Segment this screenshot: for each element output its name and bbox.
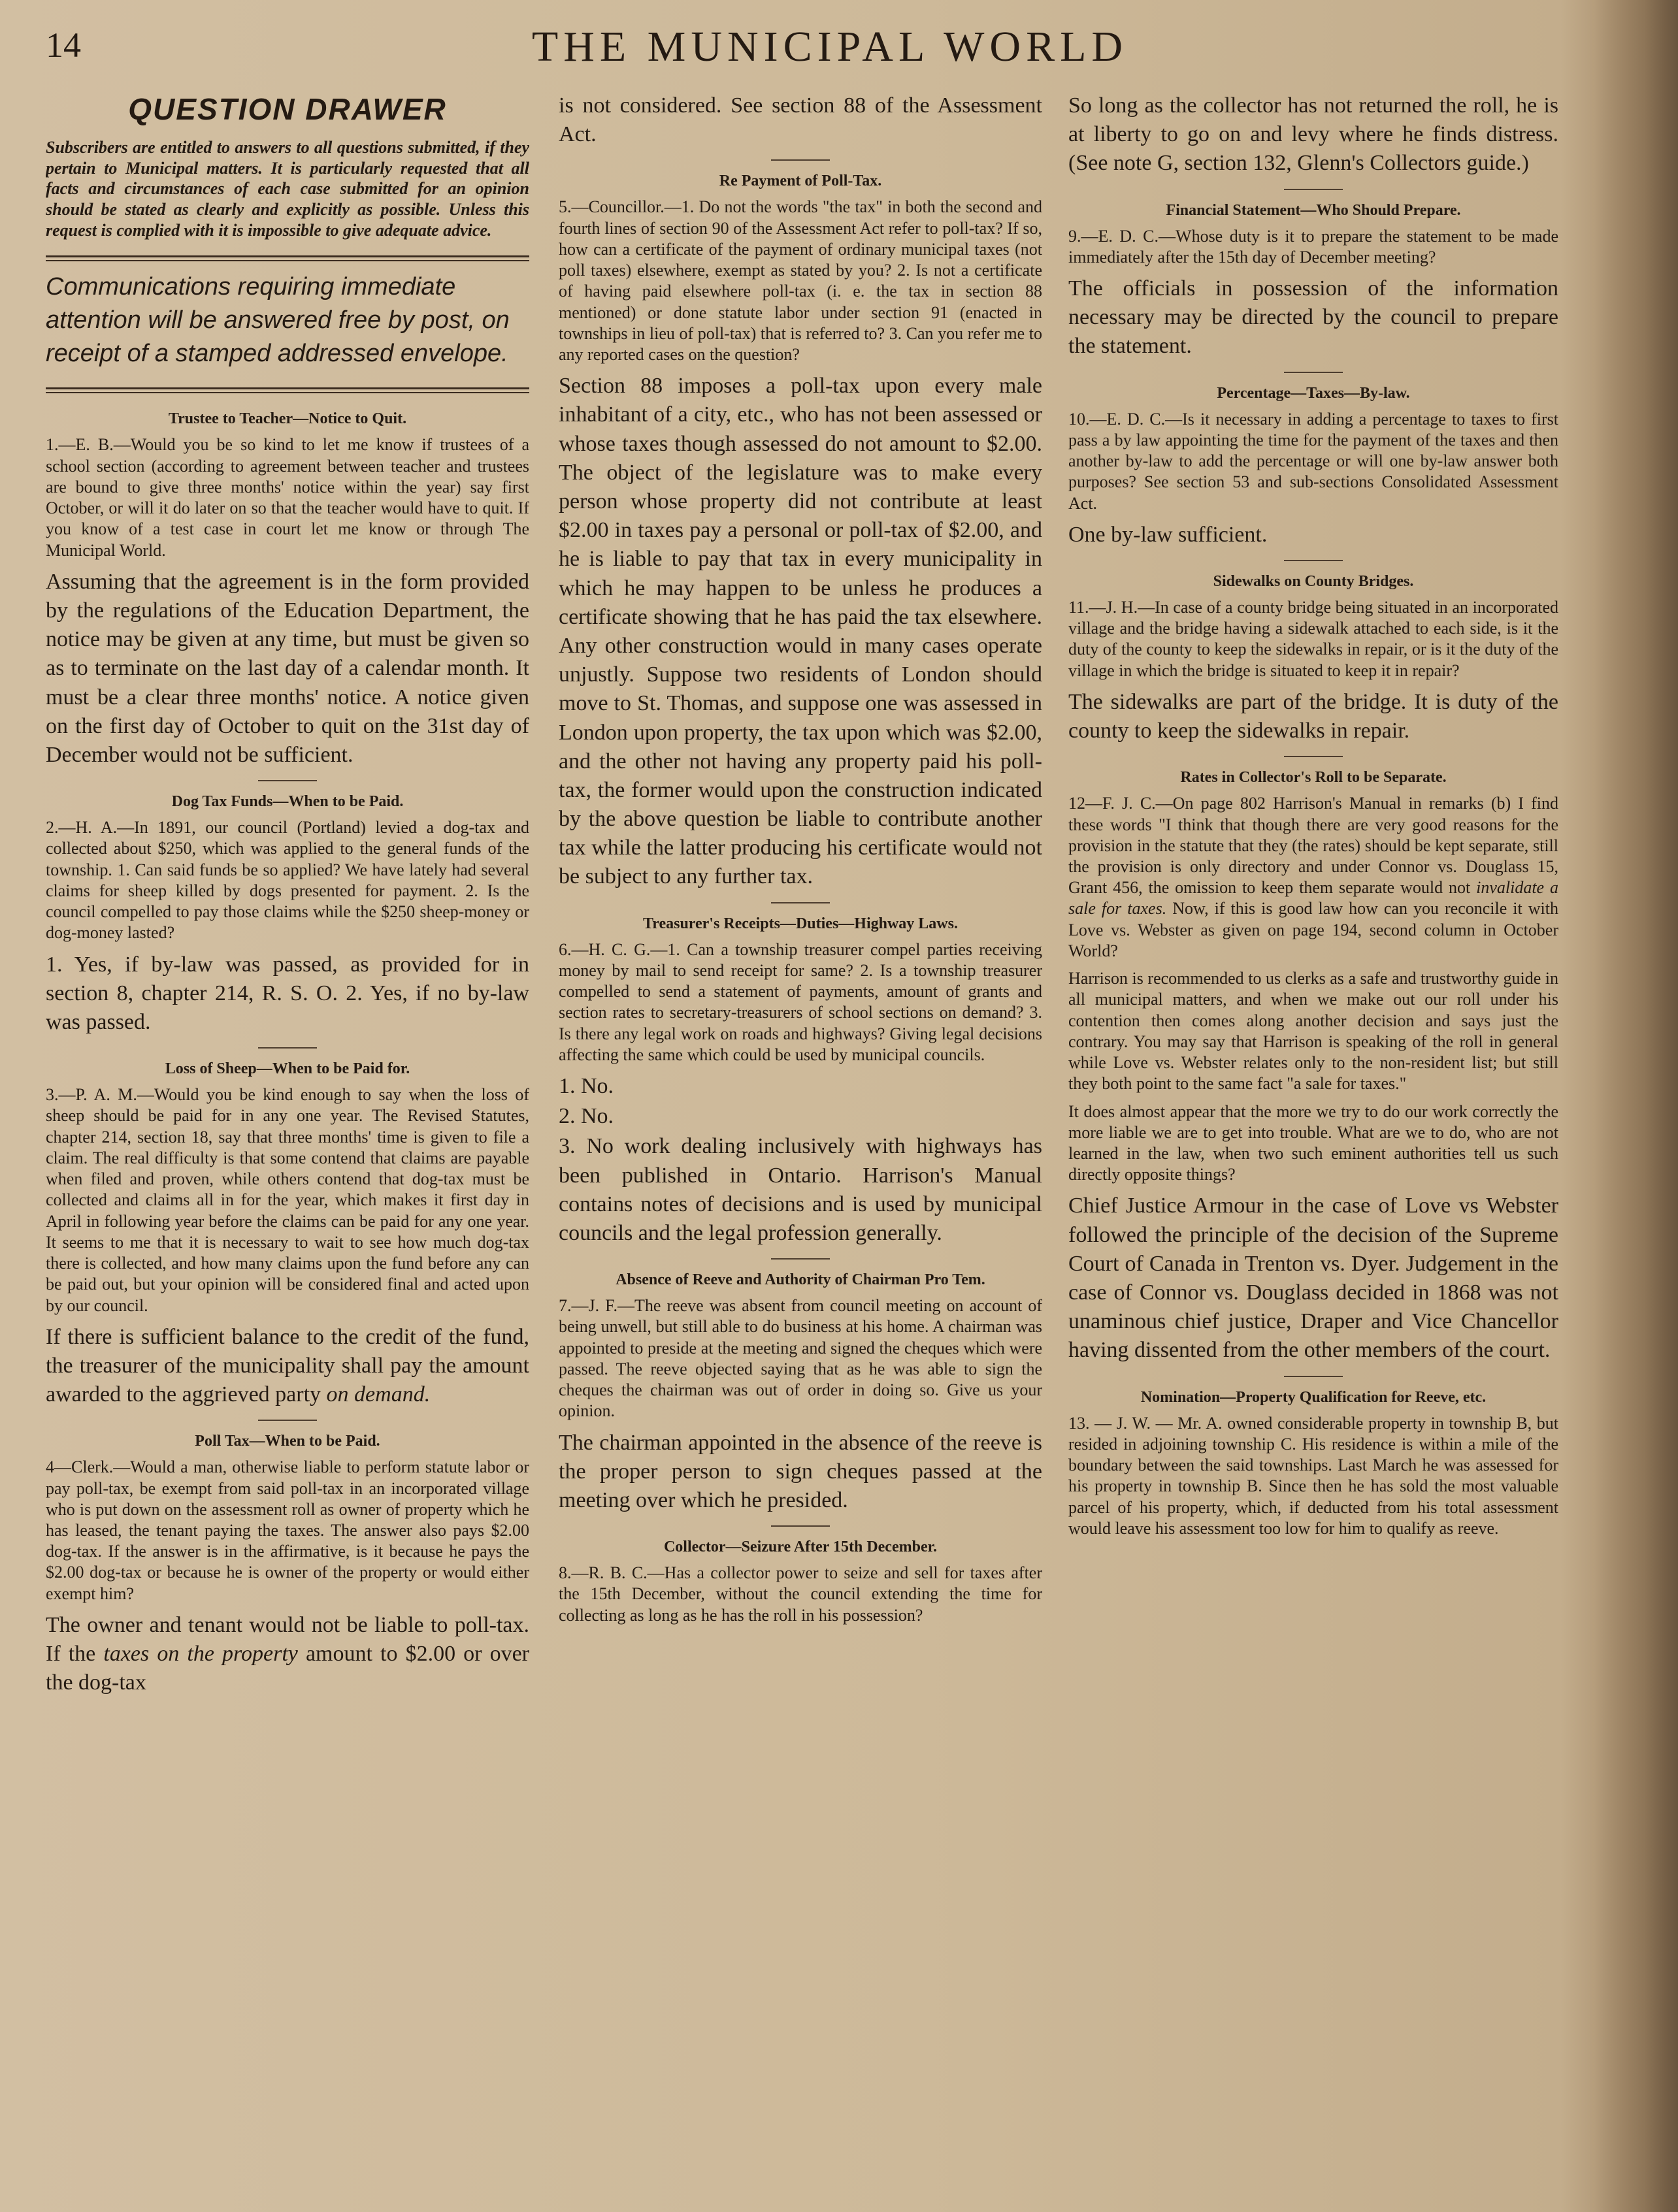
divider [46,255,529,261]
answer-text: One by-law sufficient. [1068,522,1268,547]
free-answer-note: Communications requiring immediate attention will be answered free by post, on receipt of a stamped addressed envelope. [46,272,510,368]
question-text: 10.—E. D. C.—Is it necessary in adding a percentage to taxes to first pass a by law appointing the time for the payment of the taxes and then another by-law to add the percentage or will one by-law answer both purposes? See section 53 and sub-sections Consolidated Assessment Act. [1068,409,1558,513]
answer-continued: So long as the collector has not returned the roll, he is at liberty to go on and levy where he finds distress. (See note G, section 132, Glenn's Collectors guide.) [1068,93,1558,176]
answer-text-part: If there is sufficient balance to the credit of the fund, the treasurer of the municipality shall pay the amount awarded to the aggrieved party [46,1324,529,1407]
divider [771,1525,830,1527]
question-text: 5.—Councillor.—1. Do not the words "the tax" in both the second and fourth lines of section 90 of the Assessment Act refer to poll-tax? If so, how can a certificate of the payment of ordinary municipal taxes (not poll taxes) elsewhere, exempt as stated by you? 2. Is not a certificate of having paid elsewhere poll-tax (i. e. the tax in section 88 mentioned) or done statute labor under section 91 (enacted in townships in lieu of poll-tax) that is referred to? 3. Can you refer me to any reported cases on the question? [559,197,1042,365]
answer-text-emphasis: taxes on the property [103,1642,298,1667]
divider [771,159,830,161]
question-text-emphasis: invalidate a sale for taxes. [1068,878,1558,919]
question-heading: Absence of Reeve and Authority of Chairman Pro Tem. [616,1271,985,1289]
divider [771,1258,830,1260]
answer-text: The officials in possession of the information necessary may be directed by the council to prepare the statement. [1068,276,1558,359]
question-text [1068,793,1558,962]
question-heading: Nomination—Property Qualification for Reeve, etc. [1140,1388,1487,1406]
answer-text [46,1323,529,1410]
answer-text: The sidewalks are part of the bridge. It is duty of the county to keep the sidewalks in repair. [1068,689,1558,743]
answer-text: 1. No. [559,1074,614,1099]
edge-shadow [1594,0,1678,2212]
subscribers-note: Subscribers are entitled to answers to all questions submitted, if they pertain to Municipal matters. It is particularly requested that all facts and circumstances of each case submitted for an opinion should be stated as clearly and explicitly as possible. Unless this request is complied with it is impossible to give adequate advice. [46,138,529,240]
question-text: 13. — J. W. — Mr. A. owned considerable property in township B, but resided in adjoining township C. His residence is within a mile of the boundary between the said townships. Last March he was assessed for his property in township B. Since then he has sold the most valuable parcel of his property, which, if deducted from his total assessment would leave his assessment too low for him to qualify as reeve. [1068,1413,1558,1538]
question-heading: Rates in Collector's Roll to be Separate. [1180,769,1447,787]
question-heading: Treasurer's Receipts—Duties—Highway Laws. [643,915,958,932]
question-text-part: 12—F. J. C.—On page 802 Harrison's Manual in remarks (b) I find these words "I think that though there are very good reasons for the provision in the statute that they (the rates) should be kept separate, still the provision is only directory and under Connor vs. Douglass 15, Grant 456, the omission to keep them separate would not [1068,794,1558,898]
section-title: QUESTION DRAWER [128,92,447,126]
column-2 [559,91,1042,2173]
question-text: 1.—E. B.—Would you be so kind to let me know if trustees of a school section (according to agreement between teacher and trustees are bound to give three months' notice within the year) say first October, or will it do later on so that the teacher would have to quit. If you know of a test case in court let me know or through The Municipal World. [46,435,529,560]
divider [258,1420,317,1421]
answer-text: Chief Justice Armour in the case of Love vs Webster followed the principle of the decision of the Supreme Court of Canada in Trenton vs. Dyer. Judgement in the case of Connor vs. Douglass decided in 1868 was not unaminous chief justice, Draper and Vice Chancellor having dissented from the other members of the court. [1068,1194,1558,1363]
divider [1284,189,1343,190]
question-text: 2.—H. A.—In 1891, our council (Portland) levied a dog-tax and collected about $250, which was applied to the general funds of the township. 1. Can said funds be so applied? We have lately had several claims for sheep killed by dogs presented for payment. 2. Is the council compelled to pay those claims while the $250 sheep-money or dog-money lasted? [46,818,529,943]
divider [258,780,317,781]
question-text: Harrison is recommended to us clerks as a safe and trustworthy guide in all municipal matters, and when we make out our roll under his contention then comes along another decision and says just the contrary. You may say that Harrison is speaking of the roll in general while Love vs. Webster relates only to the non-resident list; but still they both point to the same fact "a sale for taxes." [1068,969,1558,1094]
question-heading: Re Payment of Poll-Tax. [719,172,882,190]
question-heading: Dog Tax Funds—When to be Paid. [171,793,404,811]
answer-text: 2. No. [559,1104,614,1129]
question-text: 8.—R. B. C.—Has a collector power to seize and sell for taxes after the 15th December, without the council extending the time for collecting as long as he has the roll in his possession? [559,1563,1042,1625]
question-text: 6.—H. C. G.—1. Can a township treasurer compel parties receiving money by mail to send receipt for same? 2. Is a township treasurer compelled to send a statement of payments, amount of grants and section rates to secretary-treasurers of school sections on demand? 3. Is there any legal work on roads and highways? Giving legal decisions affecting the same which could be used by municipal councils. [559,939,1042,1064]
answer-text: Assuming that the agreement is in the form provided by the regulations of the Education Department, the notice may be given at any time, but must be given so as to terminate on the last day of a calendar month. It must be a clear three months' notice. A notice given on the first day of October to quit on the 31st day of December would not be sufficient. [46,569,529,768]
question-heading: Financial Statement—Who Should Prepare. [1166,201,1461,219]
divider [771,902,830,903]
question-heading: Collector—Seizure After 15th December. [663,1538,938,1556]
answer-text-emphasis: on demand. [326,1382,431,1407]
question-heading: Trustee to Teacher—Notice to Quit. [168,410,407,428]
question-text-part: Now, if this is good law how can you reconcile it with Love vs. Webster as given on page 194, second column in October World? [1068,899,1558,960]
answer-text: Section 88 imposes a poll-tax upon every male inhabitant of a city, etc., who has not been assessed or whose taxes though assessed do not amount to $2.00. The object of the legislature was to make every person whose property did not contribute at least $2.00 in taxes pay a personal or poll-tax of $2.00, and he is liable to pay that tax in every municipality in which he may happen to be unless he produces a certificate showing that he has paid the tax elsewhere. Any other construction would in many cases operate unjustly. Suppose two residents of London should move to St. Thomas, and suppose one was assessed in London upon property, the tax upon which was $2.00, and the other not having any property paid his poll-tax, the former would upon the construction indicated by the above question be liable to contribute another tax while the latter producing his certificate would not be subject to any further tax. [559,374,1042,889]
question-text: 7.—J. F.—The reeve was absent from council meeting on account of being unwell, but still able to do business at his home. A chairman was appointed to preside at the meeting and signed the cheques which were passed. The reeve objected saying that as he was able to sign the cheques the chairman was out of order in doing so. Give us your opinion. [559,1296,1042,1421]
divider [1284,372,1343,373]
question-heading: Loss of Sheep—When to be Paid for. [165,1060,410,1078]
divider [1284,1376,1343,1377]
page-header [39,20,1620,85]
answer-text-part: amount to $2.00 or over the dog-tax [46,1642,529,1695]
masthead: THE MUNICIPAL WORLD [531,23,1128,71]
question-text: 11.—J. H.—In case of a county bridge being situated in an incorporated village and the bridge having a sidewalk attached to each side, is it the duty of the county to keep the sidewalks in repair, or is it the duty of the village in which the bridge is situated to keep it in repair? [1068,597,1558,680]
page-number: 14 [46,25,81,65]
answer-text: 1. Yes, if by-law was passed, as provided for in section 8, chapter 214, R. S. O. 2. Yes, if no by-law was passed. [46,952,529,1034]
question-heading: Percentage—Taxes—By-law. [1217,384,1410,402]
question-text: 9.—E. D. C.—Whose duty is it to prepare the statement to be made immediately after the 15th day of December meeting? [1068,226,1558,267]
question-heading: Sidewalks on County Bridges. [1213,572,1414,590]
column-1 [46,91,529,2173]
answer-text-part: The owner and tenant would not be liable to poll-tax. If the [46,1612,529,1667]
question-heading: Poll Tax—When to be Paid. [195,1433,380,1450]
divider [258,1047,317,1049]
question-text: 3.—P. A. M.—Would you be kind enough to say when the loss of sheep should be paid for in any one year. The Revised Statutes, chapter 214, section 18, say that three months' time is given to file a claim. The real difficulty is that some contend that claims are payable when filed and proven, while others contend that dog-tax must be collected and claims all in for the year, which makes it first day in April in following year before the claims can be paid for any one year. It seems to me that it is necessary to wait to see how much dog-tax there is collected, and how many claims upon the fund before any can be paid out, but your opinion will be considered final and acted upon by our council. [46,1085,529,1315]
divider [1284,756,1343,757]
question-text: It does almost appear that the more we try to do our work correctly the more liable we are to get into trouble. What are we to do, who are not learned in the law, when two such eminent authorities tell us such directly opposite things? [1068,1101,1558,1184]
answer-text: The chairman appointed in the absence of the reeve is the proper person to sign cheques passed at the meeting over which he presided. [559,1430,1042,1512]
answer-text [46,1611,529,1698]
divider [46,387,529,393]
divider [1284,560,1343,561]
question-text: 4—Clerk.—Would a man, otherwise liable to perform statute labor or pay poll-tax, be exempt from said poll-tax in an incorporated village who is put down on the assessment roll as owner of property which he has leased, the tenant paying the taxes. The answer also pays $2.00 dog-tax. If the answer is in the affirmative, is it because he pays the $2.00 dog-tax or because he is owner of the property or would either exempt him? [46,1457,529,1603]
answer-text: 3. No work dealing inclusively with highways has been published in Ontario. Harrison's Manual contains notes of decisions and is used by municipal councils and the legal profession generally. [559,1134,1042,1245]
answer-continued: is not considered. See section 88 of the Assessment Act. [559,93,1042,147]
column-3 [1068,91,1558,2173]
